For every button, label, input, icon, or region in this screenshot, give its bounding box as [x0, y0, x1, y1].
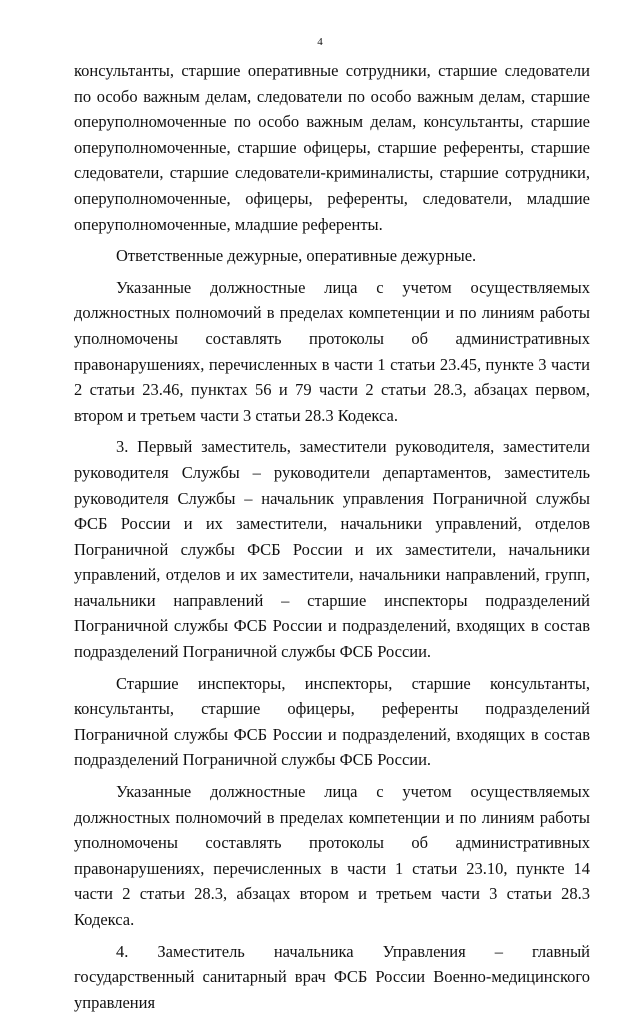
paragraph-authority-2: Указанные должностные лица с учетом осуществляемых должностных полномочий в пределах компетенции и по линиям работы уполномочены составлять протоколы об административных правонарушениях, перечисленных в части 1 статьи 23.10, пункте 14 части 2 статьи 28.3, абзацах втором и третьем части 3 статьи 28.3 Кодекса. — [74, 782, 590, 929]
document-body — [74, 58, 590, 1015]
paragraph-duty-officers: Ответственные дежурные, оперативные дежурные. — [116, 246, 477, 266]
paragraph-item-3: 3. Первый заместитель, заместители руководителя, заместители руководителя Службы – руководители департаментов, заместитель руководителя Службы – начальник управления Пограничной службы ФСБ России и их заместители, начальники управлений, отделов Пограничной службы ФСБ России и их заместители, начальники управлений, отделов и их заместители, начальники направлений, групп, начальники направлений – старшие инспекторы подразделений Пограничной службы ФСБ России и подразделений, входящих в состав подразделений Пограничной службы ФСБ России. — [74, 437, 590, 662]
page-number: 4 — [317, 36, 323, 48]
paragraph-inspectors: Старшие инспекторы, инспекторы, старшие консультанты, консультанты, старшие офицеры, референты подразделений Пограничной службы ФСБ России и подразделений, входящих в состав подразделений Пограничной службы ФСБ России. — [74, 673, 590, 770]
paragraph-continuation: консультанты, старшие оперативные сотрудники, старшие следователи по особо важным делам, следователи по особо важным делам, старшие оперуполномоченные по особо важным делам, консультанты, старшие оперуполномоченные, старшие офицеры, старшие референты, старшие следователи, старшие следователи-криминалисты, старшие сотрудники, оперуполномоченные, офицеры, референты, следователи, младшие оперуполномоченные, младшие референты. — [74, 61, 590, 234]
paragraph-item-4: 4. Заместитель начальника Управления – главный государственный санитарный врач ФСБ России Военно-медицинского управления — [74, 941, 590, 1012]
paragraph-authority-1: Указанные должностные лица с учетом осуществляемых должностных полномочий в пределах компетенции и по линиям работы уполномочены составлять протоколы об административных правонарушениях, перечисленных в части 1 статьи 23.45, пункте 3 части 2 статьи 23.46, пунктах 56 и 79 части 2 статьи 28.3, абзацах первом, втором и третьем части 3 статьи 28.3 Кодекса. — [74, 277, 590, 425]
